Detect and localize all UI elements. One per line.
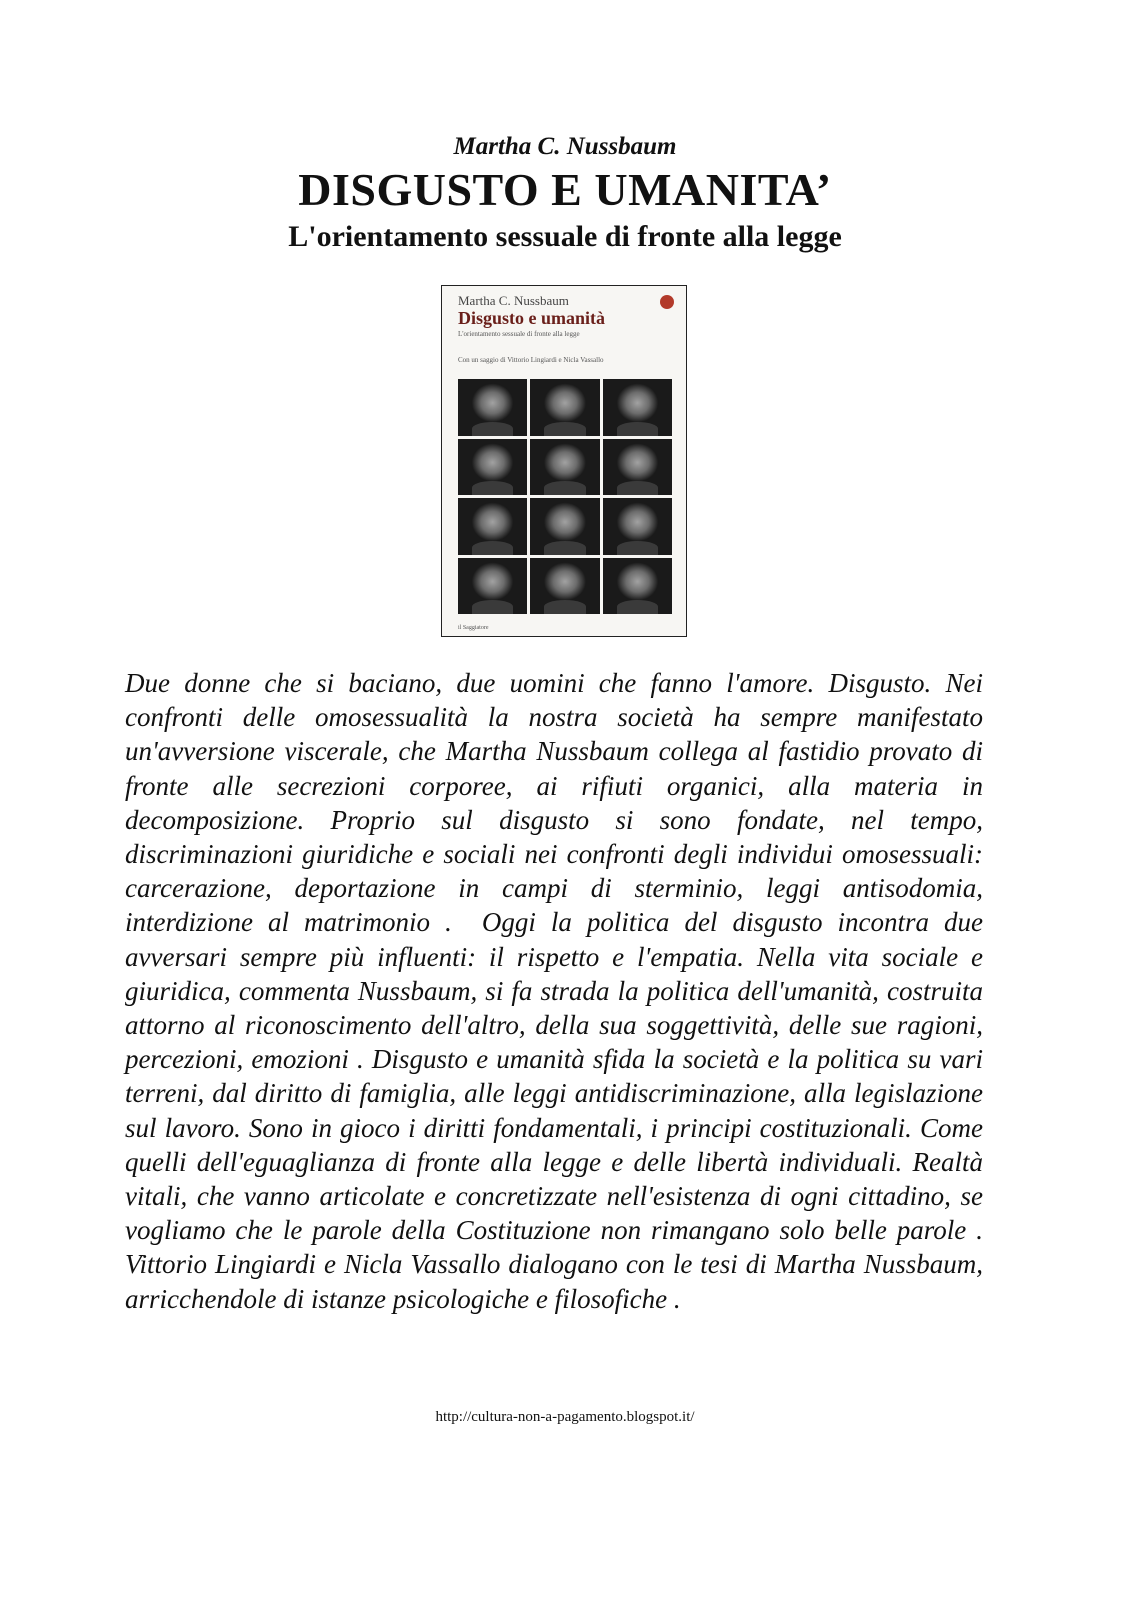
- page-title: DISGUSTO E UMANITA’: [298, 164, 832, 215]
- page-subtitle: L'orientamento sessuale di fronte alla legge: [288, 220, 842, 253]
- cover-author: Martha C. Nussbaum: [458, 293, 569, 308]
- cover-photo: [603, 558, 672, 615]
- cover-photo: [458, 558, 527, 615]
- cover-photo: [458, 439, 527, 496]
- book-cover-image: [441, 285, 687, 637]
- cover-photo: [530, 498, 599, 555]
- cover-title: Disgusto e umanità: [458, 308, 606, 328]
- cover-subtitle: L'orientamento sessuale di fronte alla legge: [458, 330, 580, 338]
- author-name: Martha C. Nussbaum: [453, 133, 677, 160]
- cover-photo: [603, 379, 672, 436]
- cover-photo: [603, 498, 672, 555]
- footer-url: http://cultura-non-a-pagamento.blogspot.it/: [435, 1409, 695, 1425]
- cover-photo: [530, 558, 599, 615]
- cover-essay-note: Con un saggio di Vittorio Lingiardi e Nicla Vassallo: [458, 356, 604, 364]
- cover-photo: [530, 379, 599, 436]
- publisher-logo-icon: [660, 295, 674, 309]
- cover-photo: [458, 498, 527, 555]
- cover-photo: [530, 439, 599, 496]
- cover-photo: [458, 379, 527, 436]
- cover-photo: [603, 439, 672, 496]
- book-description: Due donne che si baciano, due uomini che fanno l'amore. Disgusto. Nei confronti delle omosessualità la nostra società ha sempre manifestato un'avversione viscerale, che Martha Nussbaum collega al fastidio provato di fronte alle secrezioni corporee, ai rifiuti organici, alla materia in decomposizione. Proprio sul disgusto si sono fondate, nel tempo, discriminazioni giuridiche e sociali nei confronti degli individui omosessuali: carcerazione, deportazione in campi di sterminio, leggi antisodomia, interdizione al matrimonio . Oggi la politica del disgusto incontra due avversari sempre più influenti: il rispetto e l'empatia. Nella vita sociale e giuridica, commenta Nussbaum, si fa strada la politica dell'umanità, costruita attorno al riconoscimento dell'altro, della sua soggettività, delle sue ragioni, percezioni, emozioni . Disgusto e umanità sfida la società e la politica su vari terreni, dal diritto di famiglia, alle leggi antidiscriminazione, alla legislazione sul lavoro. Sono in gioco i diritti fondamentali, i principi costituzionali. Come quelli dell'eguaglianza di fronte alla legge e delle libertà individuali. Realtà vitali, che vanno articolate e concretizzate nell'esistenza di ogni cittadino, se vogliamo che le parole della Costituzione non rimangano solo belle parole . Vittorio Lingiardi e Nicla Vassallo dialogano con le tesi di Martha Nussbaum, arricchendole di istanze psicologiche e filosofiche .: [125, 668, 990, 1314]
- cover-photo-grid: [458, 379, 672, 614]
- cover-publisher: il Saggiatore: [458, 625, 489, 631]
